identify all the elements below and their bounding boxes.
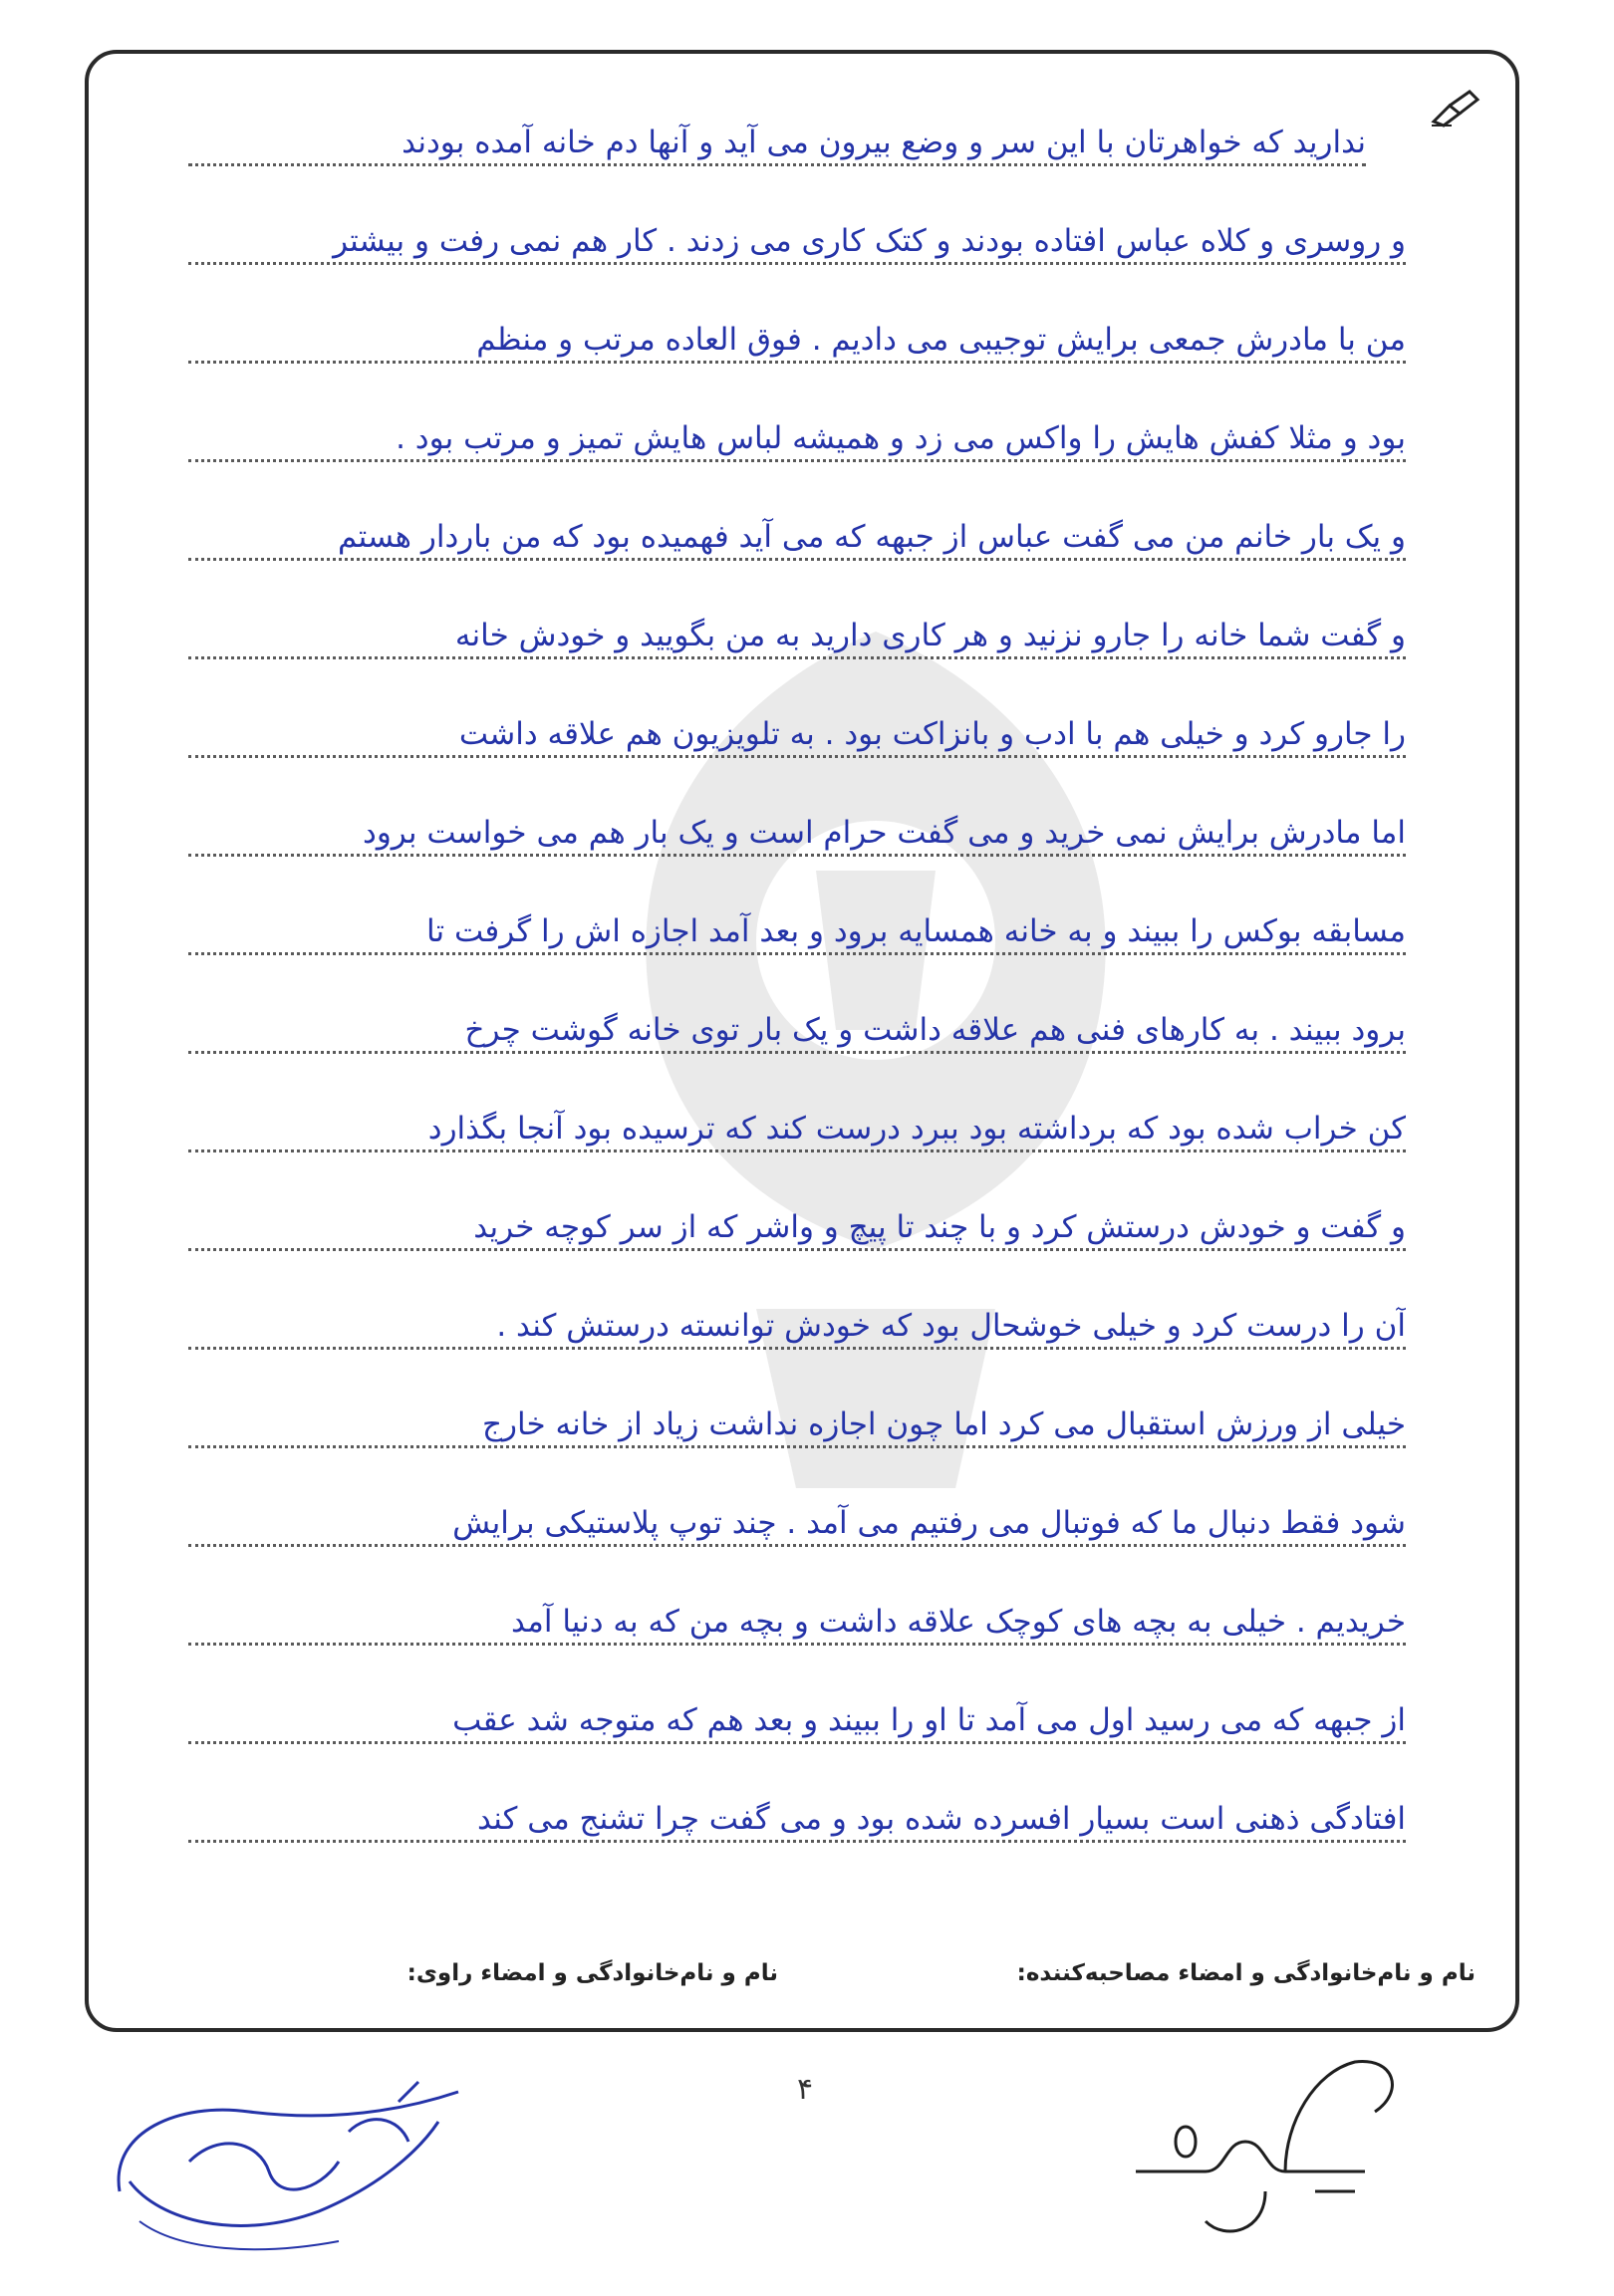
handwritten-lines — [129, 82, 1476, 1857]
text-line — [129, 772, 1476, 871]
text-line — [129, 1265, 1476, 1364]
handwritten-text: و روسری و کلاه عباس افتاده بودند و کتک کاری می زدند . کار هم نمی رفت و بیشتر — [333, 223, 1406, 259]
text-line — [129, 1462, 1476, 1561]
handwritten-text: افتادگی ذهنی است بسیار افسرده شده بود و می گفت چرا تشنج می کند — [477, 1801, 1406, 1837]
text-line — [129, 180, 1476, 279]
text-line — [129, 1068, 1476, 1166]
handwritten-text: مسابقه بوکس را ببیند و به خانه همسایه برود و بعد آمد اجازه اش را گرفت تا — [426, 913, 1406, 949]
page-number: ۴ — [797, 2072, 814, 2107]
handwritten-text: و گفت و خودش درستش کرد و با چند تا پیچ و واشر که از سر کوچه خرید — [473, 1209, 1406, 1245]
text-line — [129, 969, 1476, 1068]
handwritten-text: من با مادرش جمعی برایش توجیبی می دادیم . فوق العاده مرتب و منظم — [476, 322, 1406, 358]
text-line — [129, 673, 1476, 772]
handwritten-text: آن را درست کرد و خیلی خوشحال بود که خودش توانسته درستش کند . — [496, 1308, 1406, 1344]
signature-labels — [129, 1960, 1476, 2000]
page-frame — [85, 50, 1519, 2032]
text-line — [129, 1166, 1476, 1265]
text-line — [129, 1561, 1476, 1659]
handwritten-text: و یک بار خانم من می گفت عباس از جبهه که می آید فهمیده بود که من باردار هستم — [338, 519, 1406, 555]
text-line — [129, 82, 1476, 180]
handwritten-text: بود و مثلا کفش هایش را واکس می زد و همیشه لباس هایش تمیز و مرتب بود . — [396, 420, 1406, 456]
handwritten-text: ندارید که خواهرتان با این سر و وضع بیرون می آید و آنها دم خانه آمده بودند — [402, 125, 1366, 160]
text-line — [129, 1364, 1476, 1462]
narrator-signature-label: نام و نام‌خانوادگی و امضاء راوی: — [406, 1960, 778, 1986]
interviewer-signature-label: نام و نام‌خانوادگی و امضاء مصاحبه‌کننده: — [1016, 1960, 1476, 1986]
handwritten-text: کن خراب شده بود که برداشته بود ببرد درست کند که ترسیده بود آنجا بگذارد — [427, 1111, 1406, 1147]
interviewer-signature — [1116, 2042, 1415, 2251]
handwritten-text: اما مادرش برایش نمی خرید و می گفت حرام است و یک بار هم می خواست برود — [363, 815, 1406, 851]
narrator-signature — [100, 2072, 478, 2261]
handwritten-text: را جارو کرد و خیلی هم با ادب و بانزاکت بود . به تلویزیون هم علاقه داشت — [458, 716, 1406, 752]
text-line — [129, 1659, 1476, 1758]
text-line — [129, 871, 1476, 969]
handwritten-text: شود فقط دنبال ما که فوتبال می رفتیم می آمد . چند توپ پلاستیکی برایش — [452, 1505, 1406, 1541]
handwritten-text: خریدیم . خیلی به بچه های کوچک علاقه داشت و بچه من که به دنیا آمد — [510, 1604, 1406, 1640]
text-line — [129, 279, 1476, 378]
handwritten-text: خیلی از ورزش استقبال می کرد اما چون اجازه نداشت زیاد از خانه خارج — [482, 1406, 1406, 1442]
handwritten-text: و گفت شما خانه را جارو نزنید و هر کاری دارید به من بگویید و خودش خانه — [454, 618, 1406, 653]
text-line — [129, 378, 1476, 476]
text-line — [129, 476, 1476, 575]
text-line — [129, 575, 1476, 673]
text-line — [129, 1758, 1476, 1857]
handwritten-text: از جبهه که می رسید اول می آمد تا او را ببیند و بعد هم که متوجه شد عقب — [452, 1702, 1406, 1738]
handwritten-text: برود ببیند . به کارهای فنی هم علاقه داشت و یک بار توی خانه گوشت چرخ — [464, 1012, 1406, 1048]
